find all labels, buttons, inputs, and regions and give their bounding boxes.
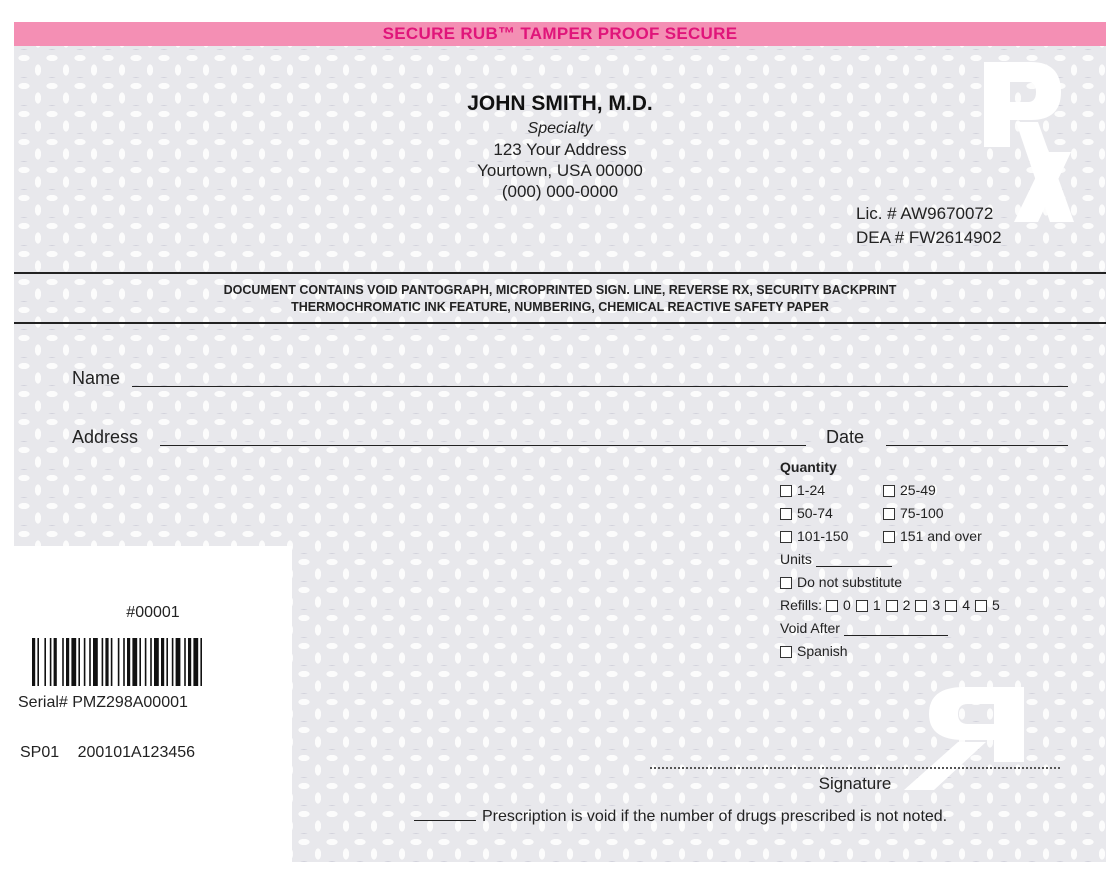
refill-5-checkbox[interactable] — [975, 600, 987, 612]
refill-3-label: 3 — [932, 597, 941, 613]
divider-top — [14, 272, 1106, 274]
qty-25-49-label: 25-49 — [900, 482, 936, 498]
qty-151-over-checkbox[interactable] — [883, 531, 895, 543]
security-banner: SECURE RUB™ TAMPER PROOF SECURE — [14, 22, 1106, 46]
qty-50-74-checkbox[interactable] — [780, 508, 792, 520]
name-field[interactable] — [132, 386, 1068, 387]
qty-25-49-checkbox[interactable] — [883, 485, 895, 497]
signature-label: Signature — [818, 774, 892, 793]
void-after-label: Void After — [780, 620, 840, 636]
refills-label: Refills: — [780, 597, 823, 613]
quantity-panel — [780, 456, 1000, 663]
serial-text: Serial# PMZ298A00001 — [18, 694, 188, 711]
spanish-checkbox[interactable] — [780, 646, 792, 658]
quantity-title: Quantity — [780, 459, 837, 475]
divider-bottom — [14, 322, 1106, 324]
refill-2-checkbox[interactable] — [886, 600, 898, 612]
void-note — [414, 808, 947, 826]
dea-number: DEA # FW2614902 — [856, 228, 1002, 247]
date-field[interactable] — [886, 445, 1068, 446]
do-not-substitute-checkbox[interactable] — [780, 577, 792, 589]
prescription-pad — [14, 22, 1106, 862]
refill-0-checkbox[interactable] — [826, 600, 838, 612]
doctor-address: 123 Your Address — [493, 140, 627, 159]
qty-101-150-label: 101-150 — [797, 528, 849, 544]
name-label: Name — [72, 368, 121, 388]
refill-1-checkbox[interactable] — [856, 600, 868, 612]
void-note-text: Prescription is void if the number of drugs prescribed is not noted. — [482, 808, 948, 825]
qty-75-100-label: 75-100 — [900, 505, 944, 521]
units-field[interactable] — [816, 552, 892, 567]
qty-75-100-checkbox[interactable] — [883, 508, 895, 520]
doctor-specialty: Specialty — [527, 120, 593, 137]
refill-0-label: 0 — [843, 597, 851, 613]
refill-2-label: 2 — [902, 597, 911, 613]
address-field[interactable] — [160, 445, 806, 446]
qty-1-24-label: 1-24 — [797, 482, 826, 498]
refill-4-label: 4 — [962, 597, 970, 613]
doctor-header — [14, 92, 1106, 202]
refill-5-label: 5 — [992, 597, 1000, 613]
qty-50-74-label: 50-74 — [797, 505, 833, 521]
qty-1-24-checkbox[interactable] — [780, 485, 792, 497]
doctor-phone: (000) 000-0000 — [501, 182, 619, 201]
doctor-city: Yourtown, USA 00000 — [477, 161, 643, 180]
doctor-name: JOHN SMITH, M.D. — [467, 92, 653, 115]
qty-151-over-label: 151 and over — [900, 528, 982, 544]
license-number: Lic. # AW9670072 — [856, 204, 994, 223]
security-notice — [14, 282, 1106, 316]
security-notice-line1: DOCUMENT CONTAINS VOID PANTOGRAPH, MICROPRINTED SIGN. LINE, REVERSE RX, SECURITY BACKPRINT — [223, 283, 897, 297]
qty-101-150-checkbox[interactable] — [780, 531, 792, 543]
sp-number: 200101A123456 — [77, 744, 196, 761]
sp-code-row — [20, 744, 195, 762]
units-label: Units — [780, 551, 812, 567]
license-block — [856, 202, 1002, 250]
drug-count-field[interactable] — [414, 808, 476, 821]
do-not-substitute-label: Do not substitute — [797, 574, 903, 590]
refill-3-checkbox[interactable] — [915, 600, 927, 612]
serial-number: #00001 — [126, 604, 180, 621]
barcode-icon — [32, 638, 272, 686]
refill-4-checkbox[interactable] — [945, 600, 957, 612]
signature-line[interactable] — [650, 767, 1060, 769]
spanish-label: Spanish — [797, 643, 848, 659]
refill-1-label: 1 — [872, 597, 881, 613]
date-label: Date — [826, 427, 865, 447]
serial-panel — [14, 546, 292, 862]
address-label: Address — [72, 427, 139, 447]
void-after-field[interactable] — [844, 621, 948, 636]
sp-code: SP01 — [20, 744, 60, 761]
security-notice-line2: THERMOCHROMATIC INK FEATURE, NUMBERING, CHEMICAL REACTIVE SAFETY PAPER — [291, 300, 829, 314]
